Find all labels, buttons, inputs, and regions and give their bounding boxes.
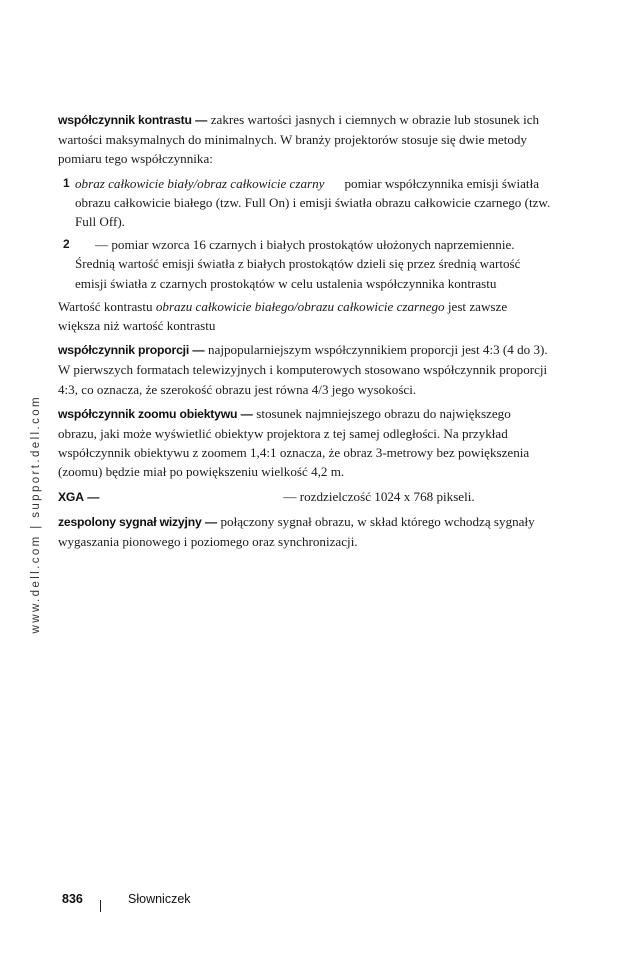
list-number: 1 <box>63 175 70 190</box>
term-dash: — <box>237 406 257 421</box>
list-item-term: obraz całkowicie biały/obraz całkowicie czarny <box>75 175 325 191</box>
term-contrast: współczynnik kontrastu <box>58 113 192 127</box>
list-item-text: — pomiar wzorca 16 czarnych i białych prostokątów ułożonych naprzemiennie. Średnią wartość emisji światła z białych prostokątów dzieli się przez średnią wartość emisji światła z czarnych prostokątów w celu ustalenia współczynnika kontrastu <box>75 237 521 291</box>
definition-aspect-ratio: najpopularniejszym współczynnikiem proporcji jest 4:3 (4 do 3). W pierwszych formatach telewizyjnych i komputerowych stosowano współczynnik proporcji 4:3, co oznacza, że szerokość obrazu jest równa 4/3 jego wysokości. <box>58 342 548 397</box>
definition-zoom-ratio: stosunek najmniejszego obrazu do największego obrazu, jaki może wyświetlić obiektyw projektora z tej samej odległości. Na przykład współczynnik obiektywu z zoomem 1,4:1 oznacza, że obraz 3-metrowy bez powiększenia (zoomu) będzie miał po powiększeniu wielkość 4,2 m. <box>58 405 530 480</box>
glossary-content <box>58 110 552 556</box>
list-item-text: pomiar współczynnika emisji światła obrazu całkowicie białego (tzw. Full On) i emisji światła obrazu całkowicie czarnego (tzw. Full Off). <box>75 175 551 230</box>
section-title: Słowniczek <box>128 892 191 906</box>
list-number: 2 <box>63 237 70 252</box>
entry-aspect-ratio <box>58 340 552 399</box>
footer-divider <box>100 900 101 912</box>
entry-composite-video <box>58 512 552 551</box>
list-item <box>58 174 552 232</box>
term-aspect-ratio: współczynnik proporcji <box>58 343 190 358</box>
term-composite-video: zespolony sygnał wizyjny <box>58 514 202 529</box>
term-dash: — <box>191 113 211 127</box>
term-xga: XGA <box>58 489 84 504</box>
list-item <box>58 235 552 293</box>
term-zoom-ratio: współczynnik zoomu obiektywu <box>58 406 238 421</box>
term-dash: — <box>83 489 100 504</box>
entry-zoom-ratio <box>58 404 552 482</box>
definition-contrast: zakres wartości jasnych i ciemnych w obrazie lub stosunek ich wartości maksymalnych do minimalnych. W branży projektorów stosuje się dwie metody pomiaru tego współczynnika: <box>58 112 540 167</box>
entry-xga <box>58 487 552 507</box>
term-dash: — <box>189 343 209 358</box>
page-number: 836 <box>62 892 83 906</box>
sidebar-url: www.dell.com | support.dell.com <box>30 395 42 634</box>
contrast-note: Wartość kontrastu obrazu całkowicie białego/obrazu całkowicie czarnego jest zawsze większa niż wartość kontrastu <box>58 298 508 334</box>
definition-xga: — rozdzielczość 1024 x 768 pikseli. <box>283 488 475 504</box>
term-dash: — <box>201 514 221 529</box>
entry-contrast <box>58 110 552 169</box>
definition-composite-video: połączony sygnał obrazu, w skład którego wchodzą sygnały wygaszania pionowego i poziomego oraz synchronizacji. <box>58 513 535 550</box>
